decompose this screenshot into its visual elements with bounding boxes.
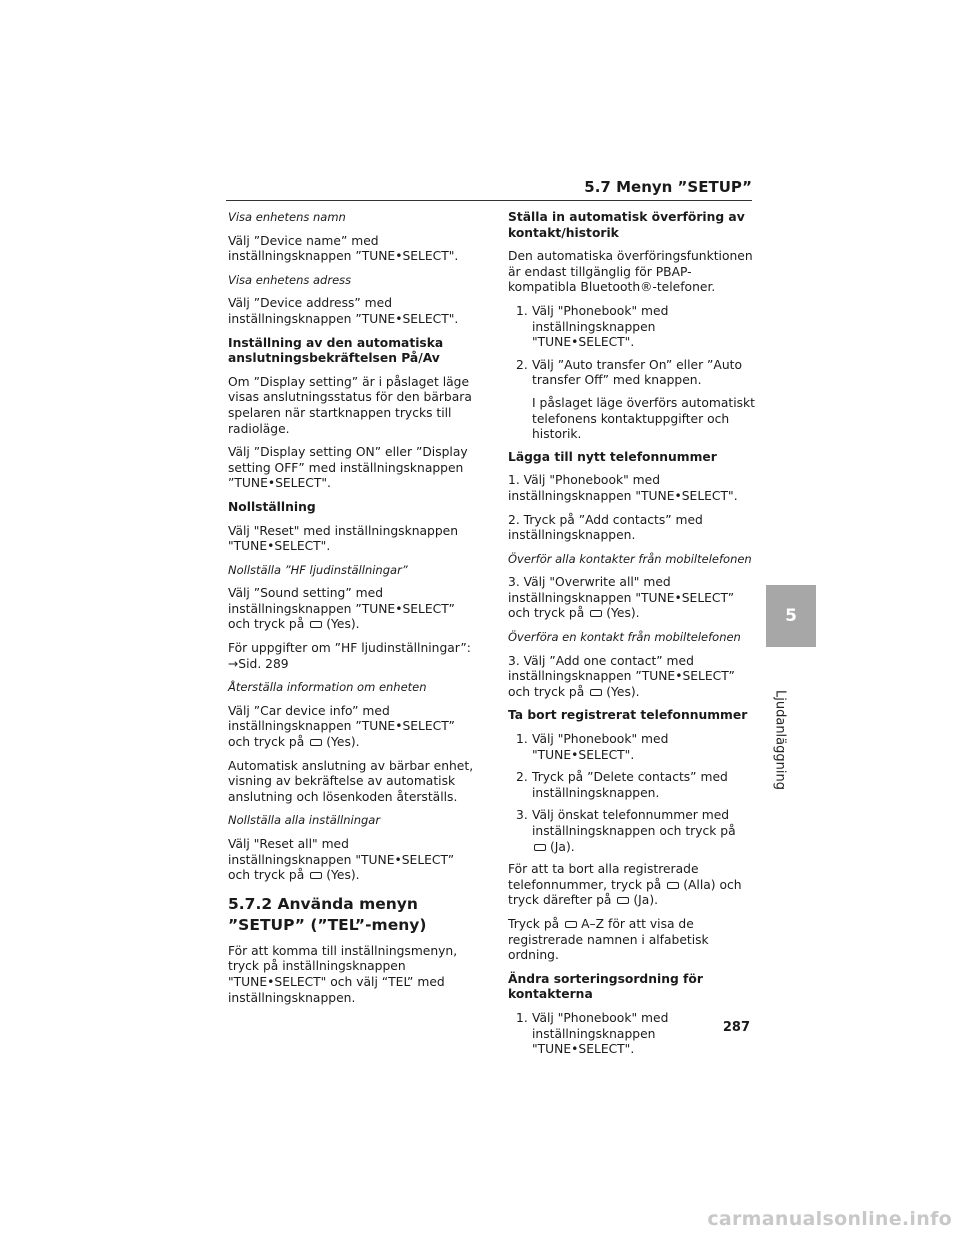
paragraph	[228, 445, 476, 492]
paragraph-text: Visa enhetens adress	[228, 272, 352, 287]
list-item	[516, 770, 756, 801]
header-rule	[226, 200, 752, 201]
list-item-text	[532, 808, 756, 855]
subheading	[508, 552, 756, 568]
paragraph-text: Välj ”Device name” med inställningsknappen ”TUNE•SELECT".	[228, 233, 459, 264]
paragraph	[508, 917, 756, 964]
softkey-button-icon	[667, 882, 679, 889]
list-item-text	[532, 358, 756, 389]
paragraph-text: Välj ”Sound setting” med inställningsknappen ”TUNE•SELECT” och tryck på	[228, 586, 455, 632]
bold-heading	[228, 336, 476, 367]
right-column	[508, 210, 756, 1065]
list-item-body: Välj önskat telefonnummer med inställningsknappen och tryck på	[532, 808, 736, 838]
paragraph	[508, 473, 756, 504]
paragraph-suffix: (Yes).	[326, 617, 360, 632]
left-column	[228, 210, 476, 1014]
paragraph-text: 3. Välj "Overwrite all" med inställningsknappen "TUNE•SELECT” och tryck på	[508, 575, 735, 621]
softkey-button-icon	[617, 897, 629, 904]
paragraph-suffix: (Yes).	[326, 735, 360, 750]
subheading	[228, 563, 476, 579]
paragraph-text: Ändra sorteringsordning för kontakterna	[508, 971, 703, 1002]
list-item-body: Välj "Phonebook" med inställningsknappen "TUNE•SELECT".	[532, 303, 669, 350]
paragraph-text: Visa enhetens namn	[228, 210, 346, 224]
list-item-number: 1.	[516, 1010, 528, 1025]
list-item-body: I påslaget läge överförs automatiskt telefonens kontaktuppgifter och historik.	[532, 395, 755, 442]
subheading	[228, 210, 476, 226]
paragraph-text: 2. Tryck på ”Add contacts” med inställningsknappen.	[508, 512, 703, 543]
paragraph-text: För uppgifter om ”HF ljudinställningar”: →Sid. 289	[228, 641, 471, 671]
list-item-text	[532, 396, 756, 443]
list-item	[516, 1011, 756, 1058]
list-item	[516, 732, 756, 763]
paragraph-text: Överföra en kontakt från mobiltelefonen	[508, 630, 741, 645]
list-item-number: 2.	[516, 770, 528, 785]
subheading	[228, 813, 476, 829]
paragraph	[228, 641, 476, 672]
paragraph-suffix: A–Z för att visa de registrerade namnen i alfabetisk ordning.	[508, 916, 709, 963]
list-item-text	[532, 770, 756, 801]
paragraph-text: 5.7.2 Använda menyn ”SETUP” (”TEL”-meny)	[228, 894, 427, 934]
list-item-number	[516, 396, 532, 443]
paragraph	[508, 862, 756, 909]
paragraph-text: Automatisk anslutning av bärbar enhet, visning av bekräftelse av automatisk anslutning och lösenkoden återställs.	[228, 758, 474, 804]
list-item-suffix: (Ja).	[550, 839, 575, 854]
softkey-button-icon	[590, 610, 602, 617]
paragraph	[228, 704, 476, 751]
paragraph	[508, 513, 756, 544]
softkey-button-icon	[310, 739, 322, 746]
paragraph-text: Lägga till nytt telefonnummer	[508, 449, 717, 464]
list-item-body: Välj "Phonebook" med inställningsknappen "TUNE•SELECT".	[532, 1010, 669, 1057]
paragraph	[508, 249, 756, 296]
list-item-text	[532, 304, 756, 351]
paragraph-mid: (Alla) och tryck därefter på	[508, 877, 742, 908]
chapter-tab-label: Ljudanläggning	[772, 690, 788, 790]
paragraph-text: Den automatiska överföringsfunktionen är endast tillgänglig för PBAP-kompatibla Bluetooth®-telefoner.	[508, 249, 753, 295]
paragraph	[228, 837, 476, 884]
paragraph-text: Nollställa ”HF ljudinställningar”	[228, 562, 408, 577]
paragraph	[228, 296, 476, 327]
list-item	[516, 358, 756, 389]
paragraph-text: Överför alla kontakter från mobiltelefonen	[508, 551, 752, 566]
paragraph	[228, 234, 476, 265]
watermark: carmanualsonline.info	[707, 1208, 952, 1230]
list-item-number: 1.	[516, 303, 528, 318]
list-item	[516, 396, 756, 443]
paragraph-text: Välj ”Device address” med inställningsknappen ”TUNE•SELECT".	[228, 296, 459, 326]
softkey-button-icon	[534, 844, 546, 851]
bold-heading	[508, 210, 756, 241]
bold-heading	[508, 972, 756, 1003]
paragraph-text: 1. Välj "Phonebook" med inställningsknappen "TUNE•SELECT".	[508, 473, 738, 503]
paragraph	[228, 944, 476, 1006]
paragraph-suffix: (Yes).	[606, 684, 640, 699]
list-item-body: Välj "Phonebook" med "TUNE•SELECT".	[532, 732, 669, 762]
list-item-number: 3.	[516, 808, 528, 823]
list-item-text	[532, 732, 756, 763]
list-item	[516, 304, 756, 351]
softkey-button-icon	[310, 621, 322, 628]
paragraph	[508, 575, 756, 622]
paragraph-text: För att ta bort alla registrerade telefonnummer, tryck på	[508, 862, 699, 892]
chapter-tab-number: 5	[785, 606, 797, 626]
subheading	[508, 630, 756, 646]
section-header-title: 5.7 Menyn ”SETUP”	[584, 178, 752, 196]
paragraph	[228, 524, 476, 555]
paragraph-text: Ta bort registrerat telefonnummer	[508, 708, 748, 723]
softkey-button-icon	[310, 872, 322, 879]
paragraph-suffix: (Yes).	[606, 606, 640, 621]
paragraph-text: Nollställa alla inställningar	[228, 813, 381, 828]
paragraph-text: Nollställning	[228, 499, 316, 514]
bold-heading	[508, 708, 756, 724]
bold-heading	[508, 450, 756, 466]
bold-heading	[228, 500, 476, 516]
list-item-number: 1.	[516, 732, 528, 747]
softkey-button-icon	[590, 689, 602, 696]
paragraph	[228, 375, 476, 437]
paragraph	[228, 586, 476, 633]
chapter-tab	[766, 585, 816, 647]
paragraph	[508, 654, 756, 701]
paragraph-text: Välj "Reset" med inställningsknappen "TUNE•SELECT".	[228, 523, 459, 554]
paragraph-text: Tryck på	[508, 916, 560, 931]
paragraph-text: Välj "Reset all" med inställningsknappen "TUNE•SELECT” och tryck på	[228, 837, 455, 883]
paragraph-text: Återställa information om enheten	[228, 680, 427, 695]
list-item-number: 2.	[516, 357, 528, 372]
paragraph-text: Välj ”Display setting ON” eller ”Display setting OFF” med inställningsknappen ”TUNE•SELECT".	[228, 445, 468, 491]
page-number: 287	[722, 1020, 750, 1035]
paragraph-suffix: (Ja).	[633, 893, 659, 908]
paragraph-suffix: (Yes).	[326, 868, 360, 883]
softkey-button-icon	[565, 921, 577, 928]
paragraph-text: Välj ”Car device info” med inställningsknappen ”TUNE•SELECT” och tryck på	[228, 703, 455, 750]
paragraph-text: 3. Välj ”Add one contact” med inställningsknappen ”TUNE•SELECT” och tryck på	[508, 653, 735, 699]
list-item	[516, 808, 756, 855]
paragraph	[228, 759, 476, 806]
paragraph-text: För att komma till inställningsmenyn, tryck på inställningsknappen "TUNE•SELECT" och välj “TEL” med inställningsknappen.	[228, 943, 458, 1005]
subheading	[228, 273, 476, 289]
paragraph-text: Om ”Display setting” är i påslaget läge visas anslutningsstatus för den bärbara spelaren när startknappen trycks till radioläge.	[228, 374, 472, 436]
subheading	[228, 680, 476, 696]
list-item-body: Tryck på ”Delete contacts” med inställningsknappen.	[532, 770, 728, 800]
section-heading	[228, 894, 476, 936]
paragraph-text: Inställning av den automatiska anslutningsbekräftelsen På/Av	[228, 335, 444, 366]
list-item-body: Välj ”Auto transfer On” eller ”Auto transfer Off” med knappen.	[532, 357, 742, 388]
paragraph-text: Ställa in automatisk överföring av kontakt/historik	[508, 210, 745, 240]
